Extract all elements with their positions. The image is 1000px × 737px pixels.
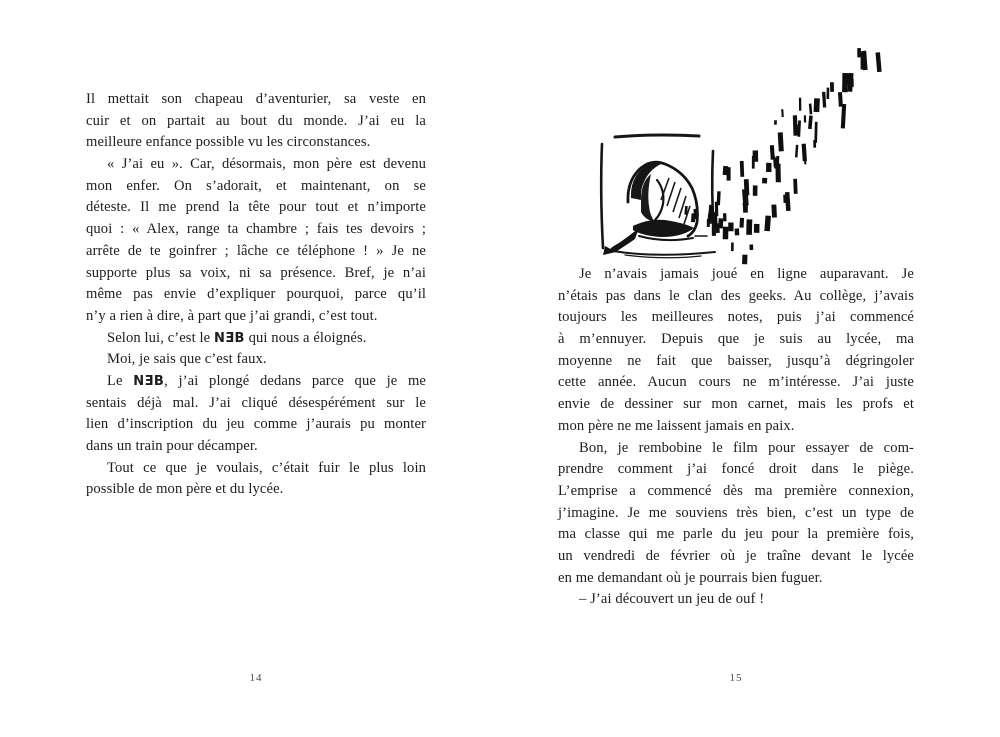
text-segment: lien d’inscription du jeu comme j’aurais pu monter (86, 416, 426, 433)
text-line (86, 284, 426, 306)
text-segment: toujours les meilleures notes, puis j’ai commencé (558, 309, 914, 326)
ink-mark (795, 145, 798, 158)
text-line (558, 286, 914, 308)
text-segment: Tout ce que je voulais, c’était fuir le plus loin (107, 459, 426, 476)
ink-mark (776, 156, 779, 169)
ink-mark (793, 179, 797, 194)
text-line (86, 436, 426, 458)
ink-mark (799, 98, 801, 111)
text-segment: mon enfer. On s’adorait, et maintenant, on se (86, 177, 426, 194)
text-line (86, 89, 426, 111)
ink-mark (778, 132, 784, 151)
text-segment: cuir et on partait au bout du monde. J’ai eu la (86, 112, 426, 129)
ink-mark (766, 163, 771, 172)
text-segment: quoi : « Alex, range ta chambre ; fais tes devoirs ; (86, 221, 426, 238)
text-segment: dans un train pour décamper. (86, 438, 258, 454)
text-segment: supporte plus sa voix, ni sa présence. Bref, je n’ai (86, 264, 426, 281)
text-segment: Il mettait son chapeau d’aventurier, sa veste en (86, 91, 426, 107)
ink-mark (723, 213, 727, 221)
text-line (86, 328, 426, 350)
text-segment: envie de dessiner sur mon carnet, mais les profs et (558, 396, 914, 413)
text-segment: possible de mon père et du lycée. (86, 481, 284, 498)
ink-mark (771, 205, 777, 218)
right-page-text-block (558, 264, 914, 611)
seated-figure (603, 162, 715, 258)
text-line (86, 349, 426, 371)
ink-mark (808, 115, 813, 129)
text-segment: n’étais pas dans le clan des geeks. Au collège, j’avais (558, 287, 914, 304)
text-segment: – J’ai découvert un jeu de ouf ! (579, 591, 765, 608)
text-segment: Selon lui, c’est le (107, 329, 214, 346)
text-segment: L’emprise a commencé dès ma première connexion, (558, 482, 914, 499)
ink-mark (735, 228, 740, 235)
text-segment: arrête de te goinfrer ; lâche ce téléphone ! » Je ne (86, 242, 426, 259)
text-segment: qui nous a éloignés. (244, 329, 367, 346)
ink-mark (764, 216, 771, 232)
text-line (86, 219, 426, 241)
text-line (86, 241, 426, 263)
text-line (86, 306, 426, 328)
wall-left-line (601, 144, 603, 248)
ink-mark (723, 166, 729, 175)
illustration-hooded-figure-stream (595, 30, 940, 268)
page-number: 14 (249, 672, 263, 684)
ink-mark (746, 219, 752, 234)
text-line (86, 393, 426, 415)
text-segment: sentais déjà mal. J’ai cliqué désespérément sur le (86, 394, 426, 411)
text-line (558, 524, 914, 546)
text-line (86, 479, 426, 501)
text-segment: Le (107, 372, 134, 389)
ink-mark (742, 255, 747, 265)
text-line (558, 481, 914, 503)
text-segment: Moi, je sais que c’est faux. (107, 351, 267, 368)
page-number: 15 (729, 672, 743, 684)
text-segment: Je n’avais jamais joué en ligne auparavant. Je (579, 266, 914, 282)
ink-mark (876, 52, 882, 72)
text-segment: même pas envie d’expliquer pourquoi, parce qu’il (86, 286, 426, 303)
text-segment: n’y a rien à dire, à part que j’ai grandi, c’est tout. (86, 307, 378, 324)
text-line (86, 154, 426, 176)
ink-mark (809, 103, 813, 114)
text-segment: à m’ennuyer. Depuis que je suis au lycée, ma (558, 331, 914, 348)
ink-mark (851, 79, 853, 87)
ink-mark (830, 82, 834, 92)
text-line (558, 372, 914, 394)
game-name-neb: NƎB (133, 373, 165, 389)
game-name-neb: NƎB (213, 330, 245, 346)
ink-mark (712, 221, 716, 236)
text-line (558, 307, 914, 329)
text-line (558, 416, 914, 438)
text-line (558, 394, 914, 416)
text-segment: , j’ai plongé dedans parce que je me (164, 372, 427, 389)
text-segment: Bon, je rembobine le film pour essayer de com- (579, 439, 914, 456)
ink-mark (839, 96, 843, 106)
ink-mark (804, 115, 806, 122)
text-segment: déteste. Il me prend la tête pour tout et n’importe (86, 199, 426, 216)
text-line (86, 371, 426, 393)
text-segment: j’imagine. Je me souviens très bien, c’est un type de (558, 504, 914, 521)
ink-mark (754, 224, 760, 233)
ink-mark (739, 218, 744, 228)
ink-mark (718, 218, 723, 228)
text-line (86, 197, 426, 219)
text-line (558, 264, 914, 286)
text-line (558, 546, 914, 568)
ink-mark (723, 227, 729, 240)
ink-mark (728, 222, 733, 231)
ink-mark (796, 125, 798, 133)
text-segment: moyenne ne fait que baisser, jusqu’à dégringoler (558, 352, 914, 369)
wall-top-line (615, 135, 699, 137)
text-segment: ma classe qui me parle du jeu pour la première fois, (558, 526, 914, 543)
ink-mark (749, 244, 753, 250)
text-line (558, 351, 914, 373)
ink-mark (814, 98, 820, 112)
right-page (500, 0, 1000, 737)
text-line (558, 503, 914, 525)
ink-mark (822, 92, 826, 108)
text-line (86, 176, 426, 198)
ink-mark (781, 109, 784, 117)
ink-mark (846, 73, 850, 85)
text-segment: mon père ne me laissent jamais en paix. (558, 417, 795, 434)
text-line (558, 329, 914, 351)
left-page-text-block (86, 89, 426, 501)
ink-mark (708, 211, 712, 224)
ink-mark (770, 145, 775, 160)
ink-mark (814, 122, 817, 143)
text-segment: en me demandant où je pourrais bien fuguer. (558, 569, 823, 586)
ink-mark (774, 120, 777, 125)
text-segment: prendre comment j’ai foncé droit dans le piège. (558, 461, 914, 478)
ink-mark (753, 150, 759, 161)
ink-mark (841, 104, 846, 129)
ink-mark (785, 192, 791, 211)
text-line (86, 132, 426, 154)
ink-mark (753, 185, 758, 195)
ink-mark (762, 178, 767, 184)
text-segment: un vendredi de février où je traîne devant le lycée (558, 547, 914, 564)
text-line (558, 459, 914, 481)
ink-mark (827, 88, 830, 99)
text-line (86, 111, 426, 133)
ink-mark (740, 161, 744, 177)
text-segment: meilleure enfance possible vu les circonstances. (86, 134, 371, 151)
text-segment: « J’ai eu ». Car, désormais, mon père est devenu (107, 156, 426, 173)
ink-mark (715, 202, 719, 216)
text-line (558, 568, 914, 590)
text-line (86, 458, 426, 480)
ink-mark (857, 48, 861, 57)
ink-mark (694, 209, 697, 219)
text-line (86, 414, 426, 436)
text-line (86, 263, 426, 285)
text-segment: cette année. Aucun cours ne m’intéresse. J’ai juste (558, 374, 914, 391)
text-line (558, 589, 914, 611)
text-line (558, 438, 914, 460)
ink-mark (731, 243, 734, 252)
